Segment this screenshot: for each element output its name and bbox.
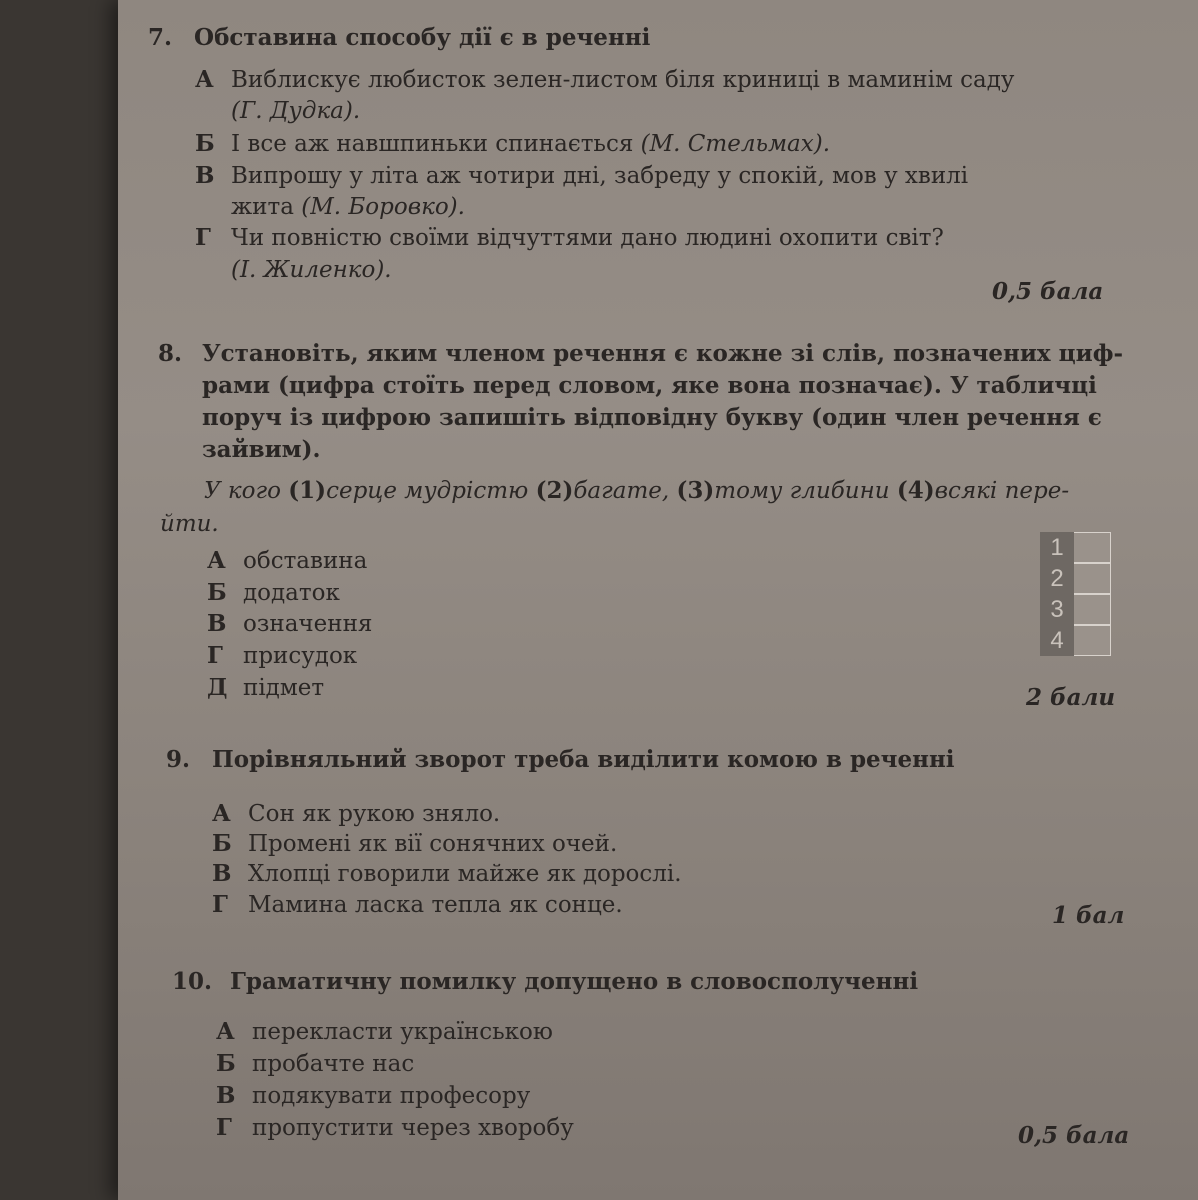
q8-task-line-3: поруч із цифрою запишіть відповідну букву (один член речення є — [202, 404, 1102, 431]
q9-option-b: Б Промені як вії сонячних очей. — [212, 830, 618, 857]
answer-box-3[interactable] — [1074, 594, 1111, 625]
q10-points: 0,5 бала — [1018, 1122, 1130, 1149]
answer-row: 3 — [1040, 594, 1111, 625]
q8-option-h: Г присудок — [207, 642, 358, 669]
answer-grid — [1040, 532, 1111, 656]
q7-option-h-source: (І. Жиленко). — [231, 257, 392, 283]
q8-option-a: А обставина — [207, 547, 368, 574]
answer-row: 1 — [1040, 532, 1111, 563]
question-10-heading: 10. Граматичну помилку допущено в словосполученні — [172, 968, 919, 995]
question-7-heading: 7. Обставина способу дії є в реченні — [148, 24, 651, 51]
q7-option-a-source: (Г. Дудка). — [231, 98, 361, 124]
q7-option-a: А Виблискує любисток зелен-листом біля криниці в маминім саду — [195, 66, 1015, 93]
q8-example-end: йти. — [160, 511, 219, 537]
q9-option-v: В Хлопці говорили майже як дорослі. — [212, 860, 682, 887]
q8-task-line-1: Установіть, яким членом речення є кожне зі слів, позначених циф- — [202, 340, 1123, 367]
answer-box-2[interactable] — [1074, 563, 1111, 594]
answer-row: 4 — [1040, 625, 1111, 656]
question-9-heading: 9. Порівняльний зворот треба виділити комою в реченні — [166, 746, 955, 773]
q8-task-line-2: рами (цифра стоїть перед словом, яке вона позначає). У табличці — [202, 372, 1097, 399]
q7-option-v-cont: жита (М. Боровко). — [231, 194, 465, 220]
q8-option-d: Д підмет — [207, 674, 325, 701]
answer-box-4[interactable] — [1074, 625, 1111, 656]
q9-option-a: А Сон як рукою зняло. — [212, 800, 501, 827]
q7-points: 0,5 бала — [992, 278, 1104, 305]
q8-option-b: Б додаток — [207, 579, 340, 606]
answer-box-1[interactable] — [1074, 532, 1111, 563]
q10-option-v: В подякувати професору — [216, 1082, 531, 1109]
q7-option-v: В Випрошу у літа аж чотири дні, забреду у спокій, мов у хвилі — [195, 162, 969, 189]
q8-task-line-4: зайвим). — [202, 436, 321, 463]
q8-example-sentence: У кого (1)серце мудрістю (2)багате, (3)тому глибини (4)всякі пере- — [204, 477, 1070, 504]
q8-points: 2 бали — [1026, 684, 1116, 711]
q7-option-b: Б І все аж навшпиньки спинається (М. Стельмах). — [195, 130, 831, 157]
q8-option-v: В означення — [207, 610, 373, 637]
q7-option-h: Г Чи повністю своїми відчуттями дано людині охопити світ? — [195, 224, 944, 251]
question-8-number: 8. — [158, 340, 183, 367]
q9-option-h: Г Мамина ласка тепла як сонце. — [212, 891, 623, 918]
q10-option-h: Г пропустити через хворобу — [216, 1114, 574, 1141]
answer-row: 2 — [1040, 563, 1111, 594]
question-9-title: Порівняльний зворот треба виділити комою в реченні — [212, 746, 955, 773]
question-10-title: Граматичну помилку допущено в словосполученні — [230, 968, 919, 995]
q10-option-b: Б пробачте нас — [216, 1050, 415, 1077]
q10-option-a: А перекласти українською — [216, 1018, 553, 1045]
q9-points: 1 бал — [1052, 902, 1125, 929]
question-7-title: Обставина способу дії є в реченні — [194, 24, 651, 51]
